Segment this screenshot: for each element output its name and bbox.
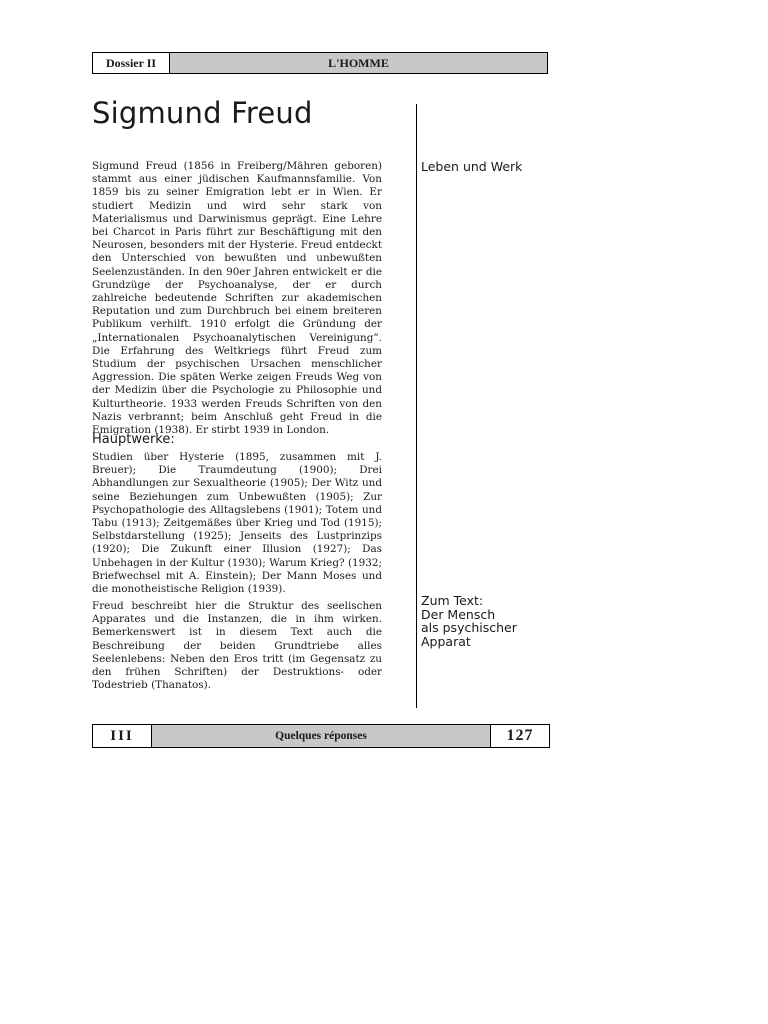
- dossier-label: Dossier II: [93, 53, 170, 73]
- margin-note-line: Zum Text:: [421, 593, 484, 608]
- margin-note-line: Der Mensch: [421, 606, 496, 622]
- dossier-title: L'HOMME: [170, 53, 547, 73]
- part-title: Quelques réponses: [152, 725, 490, 747]
- margin-note-life-work: Leben und Werk: [421, 159, 523, 174]
- page-title: Sigmund Freud: [92, 96, 313, 130]
- margin-note-line: Apparat: [421, 633, 471, 649]
- biography-paragraph: Sigmund Freud (1856 in Freiberg/Mähren geboren) stammt aus einer jüdischen Kaufmannsfamilie. Von 1859 bis zu seiner Emigration lebt er in Wien. Er studiert Medizin und wird sehr stark von Materialismus und Darwinismus geprägt. Eine Lehre bei Charcot in Paris führt zur Beschäftigung mit den Neurosen, besonders mit der Hysterie. Freud entdeckt den Unterschied von bewußten und unbewußten Seelenzuständen. In den 90er Jahren entwickelt er die Grundzüge der Psychoanalyse, der er durch zahlreiche bedeutende Schriften zur akademischen Reputation und zum Durchbruch bei einem breiteren Publikum verhilft. 1910 erfolgt die Gründung der „Internationalen Psychoanalytischen Vereinigung”. Die Erfahrung des Weltkriegs führt Freud zum Studium der psychischen Ursachen menschlicher Aggression. Die späten Werke zeigen Freuds Weg von der Medizin über die Psychologie zu Philosophie und Kulturtheorie. 1933 werden Freuds Schriften von den Nazis verbrannt; beim Anschluß geht Freud in die Emigration (1938). Er stirbt 1939 in London.: [92, 160, 382, 437]
- header-bar: [92, 52, 548, 74]
- margin-note-line: als psychischer: [421, 620, 517, 636]
- text-intro-paragraph: Freud beschreibt hier die Struktur des seelischen Apparates und die Instanzen, die in ihm wirken. Bemerkenswert ist in diesem Text auch die Beschreibung der beiden Grundtriebe alles Seelenlebens: Neben den Eros tritt (im Gegensatz zu den frühen Schriften) der Destruktions- oder Todestrieb (Thanatos).: [92, 600, 382, 692]
- footer-bar: [92, 724, 550, 748]
- page-number: 127: [490, 725, 549, 747]
- works-paragraph: Studien über Hysterie (1895, zusammen mit J. Breuer); Die Traumdeutung (1900); Drei Abhandlungen zur Sexualtheorie (1905); Der Witz und seine Beziehungen zum Unbewußten (1905); Zur Psychopathologie des Alltagslebens (1901); Totem und Tabu (1913); Zeitgemäßes über Krieg und Tod (1915); Selbstdarstellung (1925); Jenseits des Lustprinzips (1920); Die Zukunft einer Illusion (1927); Das Unbehagen in der Kultur (1930); Warum Krieg? (1932; Briefwechsel mit A. Einstein); Der Mann Moses und die monotheistische Religion (1939).: [92, 451, 382, 596]
- part-number: III: [93, 725, 152, 747]
- margin-note-about-text: [421, 594, 541, 648]
- works-heading: Hauptwerke:: [92, 432, 175, 447]
- column-divider: [416, 104, 417, 708]
